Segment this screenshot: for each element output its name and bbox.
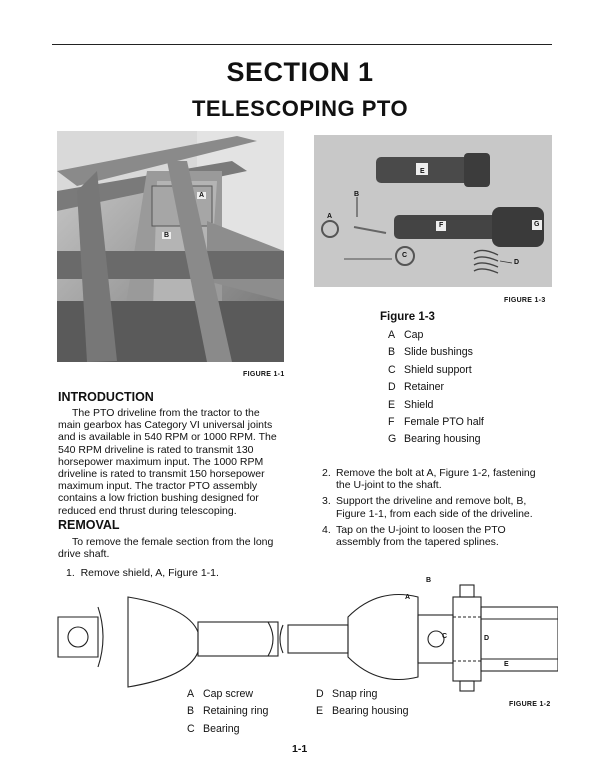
step-4: 4. Tap on the U-joint to loosen the PTO assembly from the tapered splines. <box>322 523 506 549</box>
legend-item: D Snap ring <box>316 688 378 700</box>
figure-1-3-legend-title: Figure 1-3 <box>380 311 435 323</box>
legend-item: B Slide bushings <box>388 346 473 359</box>
removal-step-1: 1. Remove shield, A, Figure 1-1. <box>66 567 219 579</box>
step-3: 3. Support the driveline and remove bolt, B, Figure 1-1, from each side of the driveline. <box>322 495 533 520</box>
legend-item: G Bearing housing <box>388 433 481 446</box>
callout-c: C <box>442 633 448 640</box>
figure-1-2-caption: FIGURE 1-2 <box>509 701 551 708</box>
callout-b: B <box>354 191 360 198</box>
callout-d: D <box>484 635 490 642</box>
introduction-body: The PTO driveline from the tractor to the main gearbox has Category VI universal joints and is available in 540 RPM or 1000 RPM. The 540 RPM driveline is rated to transmit 130 horsepower maximum input. The 1000 RPM driveline is rated to transmit 150 horsepower maximum input. The tractor PTO assembly contains a low friction bushing designed for reduced end thrust during telescoping. <box>58 407 277 517</box>
removal-heading: REMOVAL <box>58 518 120 532</box>
page-number: 1-1 <box>292 743 308 755</box>
legend-item: C Bearing <box>187 722 240 735</box>
removal-body: To remove the female section from the long drive shaft. <box>58 536 274 561</box>
introduction-heading: INTRODUCTION <box>58 390 154 404</box>
legend-item: F Female PTO half <box>388 416 484 429</box>
section-subtitle: TELESCOPING PTO <box>191 96 409 121</box>
figure-1-2-drawing <box>48 577 558 695</box>
callout-b: B <box>164 232 170 239</box>
legend-item: B Retaining ring <box>187 705 269 718</box>
figure-1-3-photo <box>314 135 552 287</box>
callout-e: E <box>420 168 425 175</box>
figure-1-2-legend-left <box>187 686 268 738</box>
figure-1-1-caption: FIGURE 1-1 <box>243 371 285 378</box>
callout-a: A <box>405 594 411 601</box>
figure-1-3-legend <box>388 327 484 449</box>
callout-g: G <box>534 221 540 228</box>
legend-item: A Cap screw <box>187 688 254 700</box>
callout-e: E <box>504 661 509 668</box>
callout-b: B <box>426 577 432 584</box>
callout-a: A <box>327 213 333 220</box>
figure-1-1-photo <box>57 131 284 362</box>
legend-item: D Retainer <box>388 381 445 394</box>
legend-item: E Shield <box>388 398 434 411</box>
legend-item: E Bearing housing <box>316 705 409 718</box>
figure-1-2-legend-right <box>316 686 409 721</box>
callout-d: D <box>514 259 520 266</box>
header-rule <box>52 44 552 45</box>
figure-1-3-caption: FIGURE 1-3 <box>504 297 546 304</box>
callout-f: F <box>439 222 444 229</box>
removal-steps-right <box>322 467 552 548</box>
legend-item: C Shield support <box>388 363 472 376</box>
step-2: 2. Remove the bolt at A, Figure 1-2, fastening the U-joint to the shaft. <box>322 467 536 492</box>
legend-item: A Cap <box>388 329 424 341</box>
callout-c: C <box>402 252 408 259</box>
section-title: SECTION 1 <box>226 57 374 87</box>
callout-a: A <box>199 192 205 199</box>
